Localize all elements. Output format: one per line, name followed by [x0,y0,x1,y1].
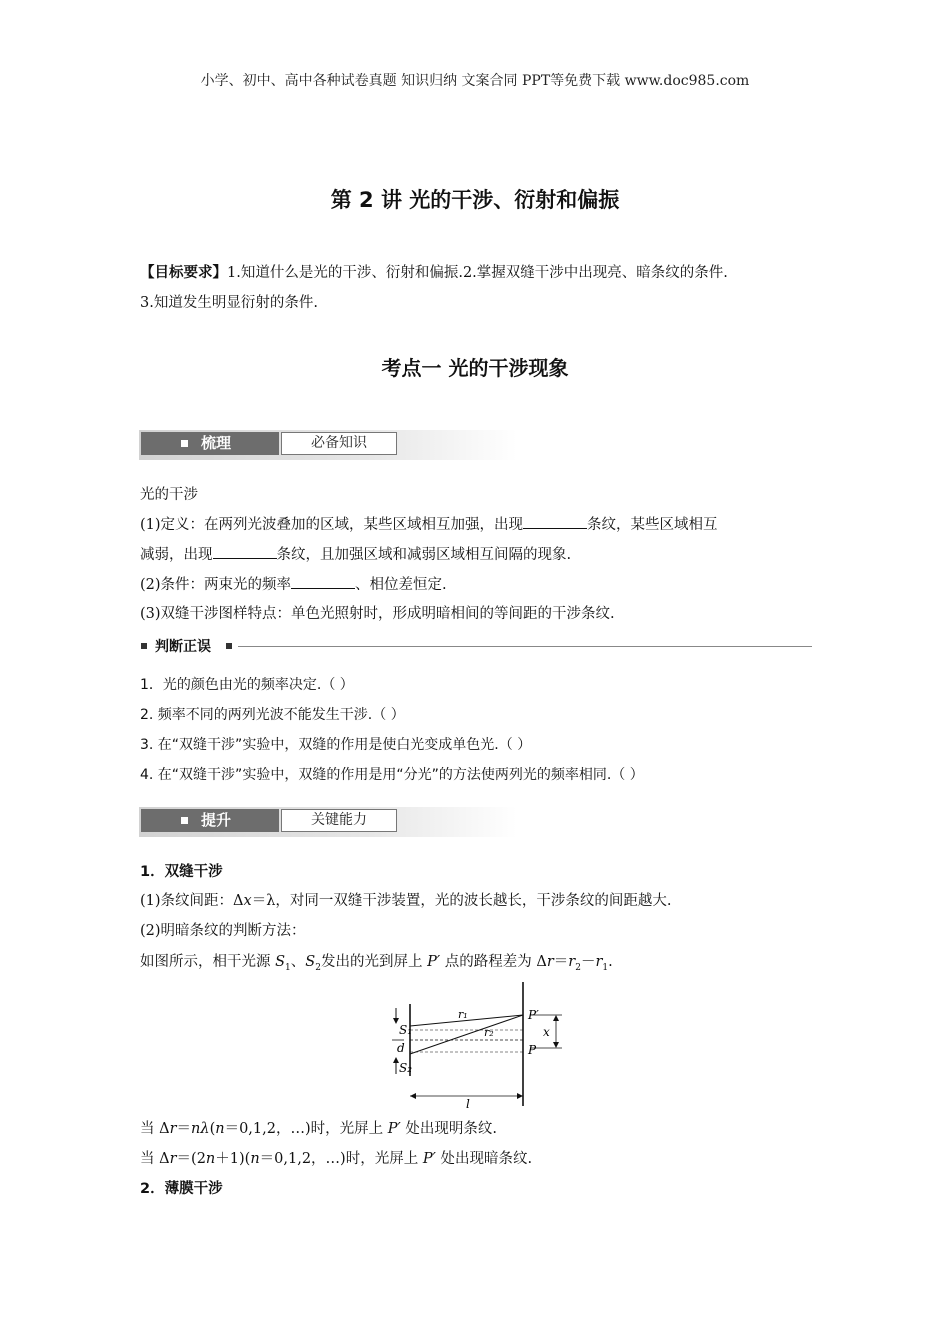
spacing-line: (1)条纹间距：Δx＝λ，对同一双缝干涉装置，光的波长越长，干涉条纹的间距越大. [140,893,672,909]
goal-line-1: 1.知道什么是光的干涉、衍射和偏振.2.掌握双缝干涉中出现亮、暗条纹的条件. [227,265,728,281]
goal-tag: 【目标要求】 [140,265,227,281]
banner-knowledge [139,430,517,460]
blank-3 [291,574,355,589]
goal-line-2: 3.知道发生明显衍射的条件. [140,295,318,311]
blank-2 [213,544,277,559]
judge-item-3: 3. 在“双缝干涉”实验中，双缝的作用是使白光变成单色光.（ ） [140,737,532,753]
label-r2: r₂ [484,1026,494,1039]
bright-fringe-line: 当 Δr＝nλ(n＝0,1,2，…)时，光屏上 P′ 处出现明条纹. [140,1121,498,1137]
learning-goals [140,258,820,318]
label-s2: S₂ [399,1061,413,1075]
blank-1 [523,514,587,529]
banner-ability-label: 提升 [201,811,232,829]
label-p: P [528,1043,537,1057]
banner-knowledge-sublabel: 必备知识 [281,432,397,455]
judge-item-2: 2. 频率不同的两列光波不能发生干涉.（ ） [140,707,405,723]
label-s1: S₁ [399,1023,413,1037]
double-slit-diagram [380,978,580,1110]
figure-intro-line: 如图所示，相干光源 $S_1$、$S_2$发出的光到屏上 P′ 点的路程差为 $\Delta r=r_2-r_1$. [140,954,613,973]
feature-line: (3)双缝干涉图样特点：单色光照射时，形成明暗相间的等间距的干涉条纹. [140,606,615,622]
label-d: d [397,1041,405,1055]
section-title: 考点一 光的干涉现象 [381,356,569,380]
label-l: l [466,1097,470,1110]
banner-ability-sublabel: 关键能力 [281,809,397,832]
method-line: (2)明暗条纹的判断方法： [140,923,306,939]
condition-line: (2)条件：两束光的频率 、相位差恒定. [140,574,820,595]
knowledge-heading: 光的干涉 [140,487,198,503]
banner-ability [139,807,517,837]
label-r1: r₁ [458,1008,468,1021]
ability-item-2: 2．薄膜干涉 [140,1181,223,1197]
banner-knowledge-label: 梳理 [201,434,232,452]
judge-item-1: 1．光的颜色由光的频率决定.（ ） [140,677,354,693]
dark-fringe-line: 当 Δr＝(2n＋1)(n＝0,1,2，…)时，光屏上 P′ 处出现暗条纹. [140,1151,533,1167]
label-p-prime: P′ [528,1008,539,1022]
page-title: 第 2 讲 光的干涉、衍射和偏振 [330,188,620,212]
judge-item-4: 4. 在“双缝干涉”实验中，双缝的作用是用“分光”的方法使两列光的频率相同.（ ） [140,767,644,783]
ability-item-1: 1．双缝干涉 [140,864,223,880]
definition-line-1: (1)定义：在两列光波叠加的区域，某些区域相互加强，出现 条纹，某些区域相互 [140,514,820,535]
definition-line-2: 减弱，出现 条纹，且加强区域和减弱区域相互间隔的现象. [140,544,820,565]
label-x: x [543,1025,550,1039]
page-header: 小学、初中、高中各种试卷真题 知识归纳 文案合同 PPT等免费下载 www.doc985.com [200,73,750,89]
judge-heading: 判断正误 [140,637,812,657]
